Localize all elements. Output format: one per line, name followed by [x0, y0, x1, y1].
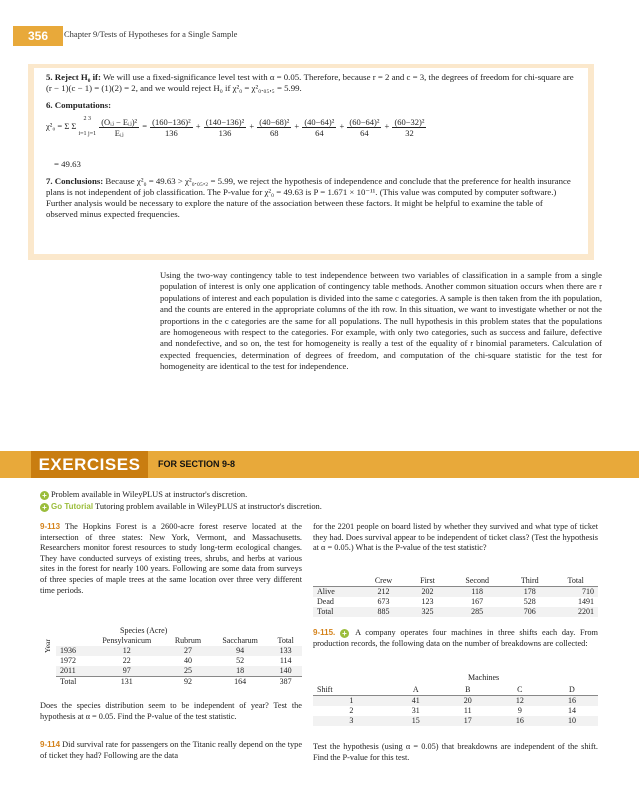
table-cell: 41	[411, 696, 420, 705]
exercise-9-114	[40, 740, 302, 761]
table-row	[313, 587, 598, 598]
table-cell: 97	[122, 666, 131, 675]
table-cell: 131	[120, 677, 133, 686]
table-header-cell	[313, 576, 360, 587]
table-cell: 202	[421, 587, 434, 596]
table-cell: 123	[421, 597, 434, 606]
species-table	[56, 636, 302, 687]
table-cell: 27	[183, 646, 192, 655]
table-cell: 673	[377, 597, 390, 606]
table-header-row	[313, 576, 598, 587]
term-3-den: 68	[270, 127, 279, 138]
plus-icon: +	[40, 503, 49, 512]
table-row	[313, 706, 598, 716]
table-row	[313, 696, 598, 707]
term-5-num: (60−64)²	[349, 116, 380, 127]
table-cell: 164	[234, 677, 247, 686]
species-table-title: Species (Acre)	[120, 626, 168, 635]
table-header-cell	[56, 636, 89, 646]
table-row	[313, 607, 598, 617]
table-header-cell: B	[465, 685, 471, 694]
table-cell: 1972	[60, 656, 76, 665]
table-cell: 140	[279, 666, 292, 675]
table-row	[56, 666, 302, 677]
exercise-9-113-question: Does the species distribution seem to be independent of year? Test the hypothesis at α = 0.05. Find the P-value of the test statistic.	[40, 701, 302, 721]
term-2-num: (140−136)²	[205, 116, 245, 127]
table-cell: 1936	[60, 646, 76, 655]
exercise-number: 9-115.	[313, 628, 336, 637]
table-header-cell: C	[517, 685, 523, 694]
chapter-title: Chapter 9/Tests of Hypotheses for a Single Sample	[64, 29, 238, 39]
table-cell: 2201	[578, 607, 594, 616]
table-row	[56, 646, 302, 656]
exercise-text: A company operates four machines in three shifts each day. From production records, the following data on the number of breakdowns are collected:	[313, 628, 598, 648]
machines-table-title: Machines	[468, 673, 500, 682]
titanic-table	[313, 576, 598, 617]
generic-term	[99, 117, 139, 138]
table-cell: 12	[515, 696, 524, 705]
table-cell: Total	[317, 607, 334, 616]
sum-lower-limits: i=1 j=1	[78, 131, 97, 137]
exercise-9-115	[313, 628, 598, 649]
term-5-den: 64	[360, 127, 369, 138]
table-cell: 285	[471, 607, 484, 616]
step-7	[46, 176, 576, 220]
exercise-9-114-continued: for the 2201 people on board listed by whether they survived and what type of ticket they had. Does survival appear to be independent of ticket class? (Test the hypothesis at α = 0.05.) What is the P-value of the test statistic?	[313, 522, 598, 553]
legend-tutorial	[40, 502, 322, 512]
term-2	[204, 117, 247, 138]
step-5-text: We will use a fixed-significance level test with α = 0.05. Therefore, because r = 2 and c = 3, the degrees of freedom for chi-square are (r − 1)(c − 1) = (1)(2) = 2, and we would reject H₀ if χ²₀ = χ²₀.₀₅,₅ = 5.99.	[46, 72, 574, 93]
table-cell: 94	[236, 646, 245, 655]
table-cell: Dead	[317, 597, 334, 606]
exercise-text: The Hopkins Forest is a 2600-acre forest reserve located at the intersection of three states: New York, Vermont, and Massachusetts. Researchers monitor forest resources to study long-term ecological changes. They have conducted surveys of existing trees, shrubs, and herbs at various sites in the forest for nearly 100 years. Following are some data from surveys of three species of maple trees at the same location over three very different time periods.	[40, 522, 302, 595]
table-header-cell: Total	[567, 576, 584, 585]
table-cell: 1	[349, 696, 354, 705]
step-7-text: Because χ²₀ = 49.63 > χ²₀.₀₅,₂ = 5.99, we reject the hypothesis of independence and conclude that the preference for health insurance plans is not independent of job classification. The P-value for χ²₀ = 49.63 is P = 1.671 × 10⁻¹¹. (This value was computed by computer software.) Further analysis would be necessary to explore the nature of the association between these factors. It might be helpful to examine the table of observed minus expected frequencies.	[46, 176, 571, 219]
table-header-cell: Saccharum	[222, 636, 258, 645]
term-6	[392, 117, 426, 138]
term-2-den: 136	[218, 127, 232, 138]
table-cell: 212	[377, 587, 390, 596]
table-header-cell: Crew	[374, 576, 393, 585]
table-cell: 14	[567, 706, 576, 715]
exercise-9-115-question: Test the hypothesis (using α = 0.05) that breakdowns are independent of the shift. Find the P-value for this test.	[313, 742, 598, 762]
exercises-section: FOR SECTION 9-8	[158, 459, 236, 469]
table-cell: 325	[421, 607, 434, 616]
table-cell: 133	[279, 646, 292, 655]
table-cell: 528	[523, 597, 536, 606]
table-cell: 18	[236, 666, 245, 675]
legend-wileyplus	[40, 490, 247, 500]
term-1-num: (160−136)²	[152, 116, 191, 127]
generic-numerator: (Oᵢⱼ − Eᵢⱼ)²	[101, 116, 138, 127]
step-5	[46, 72, 576, 94]
table-header-cell: Total	[277, 636, 294, 645]
table-cell: 22	[122, 656, 131, 665]
term-6-den: 32	[405, 127, 414, 138]
legend-line-2: Tutoring problem available in WileyPLUS at instructor's discretion.	[95, 502, 322, 511]
page-number: 356	[13, 26, 63, 46]
table-cell: 710	[582, 587, 594, 596]
table-header-row	[313, 685, 598, 696]
table-header-cell: First	[420, 576, 435, 585]
table-cell: 706	[523, 607, 536, 616]
table-cell: Total	[60, 677, 77, 686]
table-cell: 885	[377, 607, 390, 616]
solution-box	[28, 64, 594, 260]
step-5-label: 5. Reject H₀ if:	[46, 72, 101, 82]
generic-denominator: Eᵢⱼ	[114, 127, 124, 138]
term-1	[150, 117, 193, 138]
term-3	[257, 117, 291, 138]
chi-square-formula: χ²₀ = Σ Σ 2 3 i=1 j=1 $\frac{\text{(Oᵢⱼ − Eᵢⱼ)²}}{\text{Eᵢⱼ}}$ = $\frac{\text{(160−136)²}}{136}$ + $\frac{\text{(140−136)²}}{136}$ + $\frac{\text{(40−68)²}}{68}$ + $\frac{\text{(40−64)²}}{64}$ + $\frac{\text{(60−64)²}}{64}$ + $\frac{\text{(60−32)²}}{32}$	[46, 116, 425, 138]
table-header-cell: Second	[465, 576, 489, 585]
plus-icon: +	[340, 629, 349, 638]
go-tutorial-label: Go Tutorial	[51, 502, 94, 511]
table-cell: 92	[183, 677, 192, 686]
table-row	[56, 656, 302, 666]
table-header-cell: Rubrum	[174, 636, 202, 645]
exercise-text: Did survival rate for passengers on the Titanic really depend on the type of ticket they had? Following are the data	[40, 740, 303, 760]
year-axis-label: Year	[43, 639, 52, 653]
table-cell: 16	[515, 716, 524, 725]
table-cell: 387	[279, 677, 292, 686]
table-cell: 118	[471, 587, 484, 596]
exercise-9-113	[40, 522, 302, 596]
table-cell: 2	[349, 706, 354, 715]
term-1-den: 136	[165, 127, 178, 138]
table-cell: 178	[523, 587, 536, 596]
table-cell: 9	[517, 706, 522, 715]
table-cell: 11	[463, 706, 472, 715]
table-cell: 16	[567, 696, 576, 705]
table-cell: 31	[411, 706, 420, 715]
table-cell: 2011	[60, 666, 76, 675]
table-cell: 114	[279, 656, 292, 665]
term-3-num: (40−68)²	[259, 116, 290, 127]
table-header-cell: Pensylvanicum	[102, 636, 152, 645]
table-cell: Alive	[317, 587, 335, 596]
table-row	[313, 716, 598, 726]
exercises-title: EXERCISES	[31, 451, 148, 478]
term-4-num: (40−64)²	[304, 116, 335, 127]
table-cell: 17	[463, 716, 472, 725]
table-cell: 12	[122, 646, 131, 655]
sum-upper-limits: 2 3	[83, 116, 92, 122]
table-header-cell: D	[569, 685, 575, 694]
machines-table	[313, 685, 598, 726]
plus-icon: +	[40, 491, 49, 500]
term-4-den: 64	[315, 127, 324, 138]
body-paragraph: Using the two-way contingency table to test independence between two variables of classification in a sample from a single population of interest is only one application of contingency table methods. Another common situation occurs when there are r populations of interest and each population is divided into the same c categories. A sample is then taken from the ith population, and the counts are entered in the appropriate columns of the ith row. In this situation, we want to investigate whether or not the proportions in the c categories are the same for all populations. The null hypothesis in this problem states that the populations are homogeneous with respect to the categories. For example, with only two categories, such as success and failure, defective and nondefective, and so on, the test for homogeneity is really a test of the equality of r binomial parameters. Calculation of expected frequencies, determination of degrees of freedom, and computation of the chi-square statistic for the test for homogeneity are identical to the test for independence.	[160, 270, 602, 372]
table-cell: 52	[236, 656, 245, 665]
table-cell: 40	[183, 656, 192, 665]
formula-result: = 49.63	[54, 159, 81, 169]
page-header	[0, 26, 639, 46]
table-cell: 25	[183, 666, 192, 675]
table-header-cell: Shift	[317, 685, 333, 694]
formula-lhs: χ²₀ = Σ Σ	[46, 120, 77, 131]
exercise-number: 9-114	[40, 740, 61, 749]
step-7-label: 7. Conclusions:	[46, 176, 104, 186]
table-cell: 167	[471, 597, 484, 606]
table-header-cell: Third	[520, 576, 539, 585]
term-4	[302, 117, 336, 138]
table-header-cell: A	[412, 685, 419, 694]
table-header-row	[56, 636, 302, 646]
legend-line-1: Problem available in WileyPLUS at instructor's discretion.	[51, 490, 248, 499]
solution-box-inner	[34, 68, 588, 254]
sum-limits	[78, 116, 96, 138]
table-row	[313, 597, 598, 607]
table-cell: 3	[349, 716, 354, 725]
table-cell: 1491	[578, 597, 594, 606]
table-cell: 10	[567, 716, 576, 725]
term-6-num: (60−32)²	[394, 116, 425, 127]
table-cell: 15	[411, 716, 420, 725]
table-cell: 20	[463, 696, 472, 705]
table-total-row	[56, 677, 302, 688]
term-5	[347, 117, 381, 138]
step-6	[46, 100, 111, 111]
step-6-label: 6. Computations:	[46, 100, 112, 110]
exercise-number: 9-113	[40, 522, 61, 531]
